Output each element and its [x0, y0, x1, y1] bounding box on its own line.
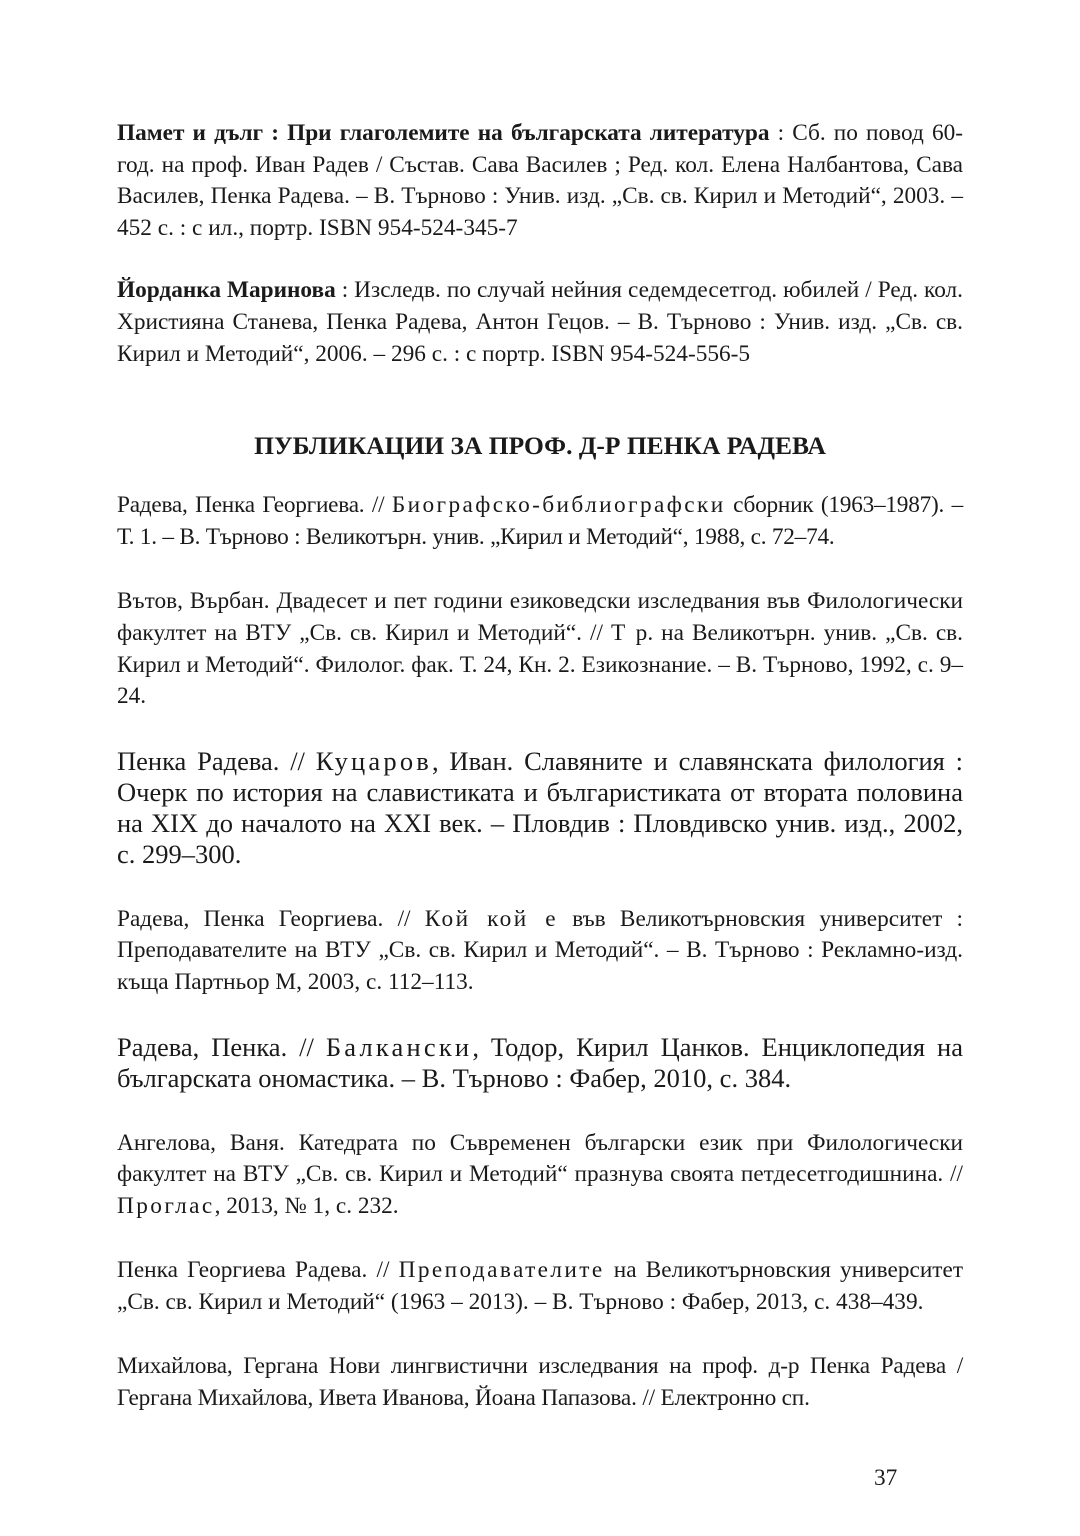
publication-entry: [117, 1032, 963, 1094]
entry-details: : Сб. по повод 60-год. на проф. Иван Радев / Състав. Сава Василев ; Ред. кол. Елена Налбантова, Сава Василев, Пенка Радева. – В. Търново : Унив. изд. „Св. св. Кирил и Методий“, 2003. – 452 с. : с ил., портр. ISBN 954-524-345-7: [117, 120, 963, 241]
section-heading: ПУБЛИКАЦИИ ЗА ПРОФ. Д-Р ПЕНКА РАДЕВА: [254, 431, 826, 461]
publication-text: във Великотърновския университет : Преподавателите на ВТУ „Св. св. Кирил и Методий“. – В. Търново : Рекламно-изд. къща Партньор М, 2003, с. 112–113.: [117, 905, 963, 995]
publication-text: , Иван. Славяните и славянската филология : Очерк по история на славистиката и българистиката от втората половина на XIX до началото на XXI век. – Пловдив : Пловдивско унив. изд., 2002, с. 299–300.: [117, 745, 963, 869]
entry-details: : Изследв. по случай нейния седемдесетгод. юбилей / Ред. кол. Християна Станева, Пенка Радева, Антон Гецов. – В. Търново : Унив. изд. „Св. св. Кирил и Методий“, 2006. – 296 с. : с портр. ISBN 954-524-556-5: [117, 277, 963, 367]
publication-spaced-title: Проглас: [117, 1192, 215, 1219]
publication-text: Ангелова, Ваня. Катедрата по Съвременен български език при Филологически факултет на ВТУ „Св. св. Кирил и Методий“ празнува своята петдесетгодишнина. //: [117, 1129, 963, 1188]
publication-entry: [117, 904, 963, 999]
publication-entry: [117, 1128, 963, 1223]
publication-text: Пенка Радева. //: [117, 745, 316, 776]
publication-entry: [117, 746, 963, 870]
publication-text: Пенка Георгиева Радева. //: [117, 1257, 399, 1284]
publication-text: р. на Великотърн. унив. „Св. св. Кирил и Методий“. Филолог. фак. Т. 24, Кн. 2. Езикознание. – В. Търново, 1992, с. 9–24.: [117, 619, 963, 710]
publication-text: сборник (1963–1987). – Т. 1. – В. Търново : Великотърн. унив. „Кирил и Методий“, 1988, с. 72–74.: [117, 492, 963, 550]
page-body: [117, 118, 963, 1415]
entry-title: Памет и дълг : При глаголемите на българската литература: [117, 120, 770, 146]
bibliography-entry: [117, 275, 963, 370]
publication-entry: [117, 586, 963, 712]
publication-text: Радева, Пенка Георгиева. //: [117, 905, 425, 932]
publication-spaced-title: Преподавателите: [398, 1257, 605, 1284]
publication-text: Михайлова, Гергана Нови лингвистични изследвания на проф. д-р Пенка Радева / Гергана Михайлова, Ивета Иванова, Йоана Папазова. // Електронно сп.: [117, 1353, 963, 1412]
publication-text: на Великотърновския университет „Св. св. Кирил и Методий“ (1963 – 2013). – В. Търново : Фабер, 2013, с. 438–439.: [117, 1257, 963, 1315]
page-number: 37: [874, 1465, 898, 1491]
publication-spaced-title: Биографско-библиографски: [391, 492, 726, 519]
publication-spaced-title: Куцаров: [315, 745, 433, 776]
publication-spaced-title: Балкански: [325, 1031, 473, 1062]
publication-entry: [117, 490, 963, 553]
publication-entry: [117, 1351, 963, 1414]
publication-text: Радева, Пенка Георгиева. //: [117, 492, 392, 519]
publication-entry: [117, 1255, 963, 1318]
publication-spaced-title: Т: [611, 619, 628, 646]
bibliography-entry: [117, 118, 963, 244]
publication-spaced-title: Кой кой е: [424, 905, 558, 932]
entry-title: Йорданка Маринова: [117, 277, 336, 304]
publication-text: Радева, Пенка. //: [117, 1031, 326, 1062]
publication-text: , 2013, № 1, с. 232.: [214, 1192, 399, 1219]
publication-text: Вътов, Върбан. Двадесет и пет години езиковедски изследвания във Филологически факултет на ВТУ „Св. св. Кирил и Методий“. //: [117, 588, 963, 646]
publication-text: , Тодор, Кирил Цанков. Енциклопедия на българската ономастика. – В. Търново : Фабер, 2010, с. 384.: [117, 1031, 963, 1093]
